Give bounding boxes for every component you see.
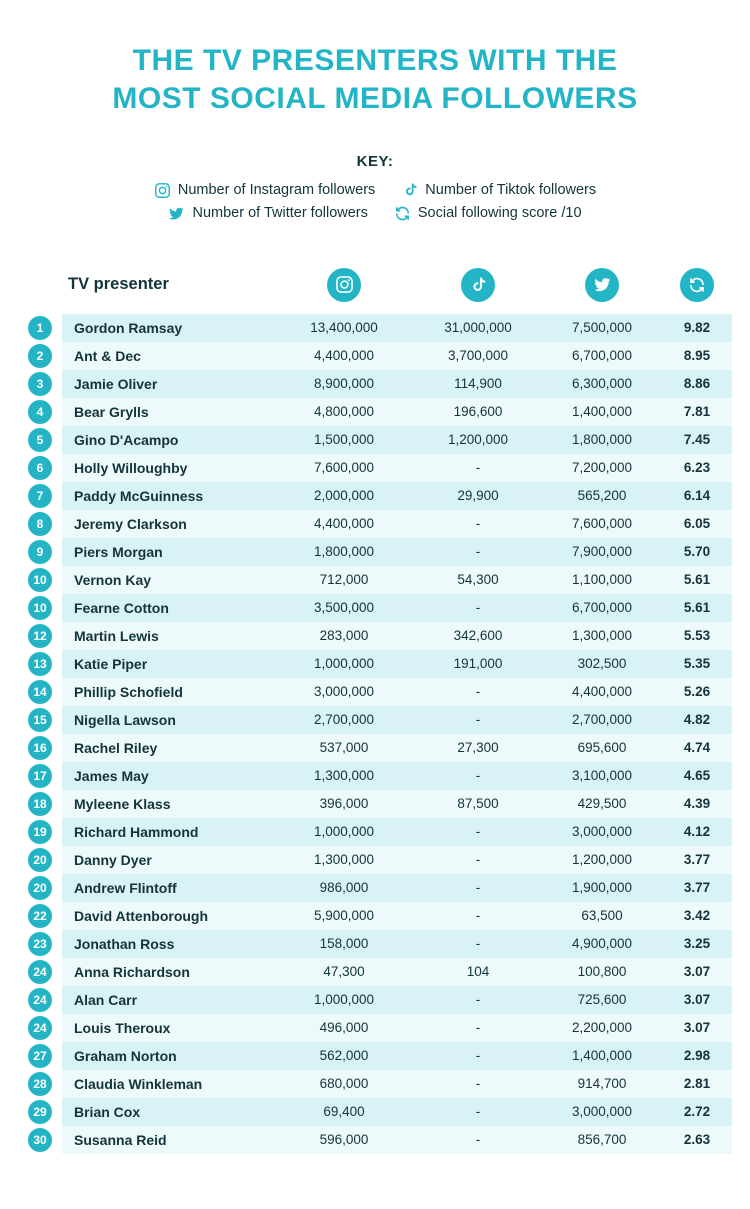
social-score-cell: 2.63 [662, 1126, 732, 1154]
social-score-cell: 3.07 [662, 958, 732, 986]
table-row [18, 454, 732, 482]
instagram-followers-cell: 712,000 [274, 566, 414, 594]
table-row [18, 370, 732, 398]
rank-cell [18, 846, 62, 874]
instagram-followers-cell: 3,500,000 [274, 594, 414, 622]
rank-cell [18, 622, 62, 650]
tiktok-followers-cell: 191,000 [414, 650, 542, 678]
rank-badge: 23 [28, 932, 52, 956]
social-score-cell: 9.82 [662, 314, 732, 342]
presenter-name-cell: Susanna Reid [62, 1126, 274, 1154]
social-score-cell: 2.72 [662, 1098, 732, 1126]
table-row [18, 762, 732, 790]
ranking-table [18, 256, 732, 1154]
instagram-followers-cell: 3,000,000 [274, 678, 414, 706]
page-title [0, 0, 750, 119]
rank-cell [18, 930, 62, 958]
social-score-cell: 6.05 [662, 510, 732, 538]
tiktok-followers-cell: - [414, 1126, 542, 1154]
table-row [18, 1070, 732, 1098]
twitter-icon [585, 268, 619, 302]
table-row [18, 1126, 732, 1154]
rank-badge: 28 [28, 1072, 52, 1096]
table-row [18, 902, 732, 930]
presenter-name-cell: Richard Hammond [62, 818, 274, 846]
twitter-followers-cell: 6,700,000 [542, 342, 662, 370]
rank-badge: 10 [28, 596, 52, 620]
tiktok-followers-cell: - [414, 706, 542, 734]
twitter-followers-cell: 3,000,000 [542, 1098, 662, 1126]
rank-badge: 15 [28, 708, 52, 732]
twitter-followers-cell: 856,700 [542, 1126, 662, 1154]
presenter-name-cell: Brian Cox [62, 1098, 274, 1126]
twitter-followers-cell: 1,400,000 [542, 398, 662, 426]
tiktok-followers-cell: - [414, 510, 542, 538]
rank-badge: 1 [28, 316, 52, 340]
table-row [18, 986, 732, 1014]
twitter-followers-cell: 1,400,000 [542, 1042, 662, 1070]
tiktok-followers-cell: - [414, 1042, 542, 1070]
tiktok-followers-cell: - [414, 986, 542, 1014]
social-score-cell: 2.98 [662, 1042, 732, 1070]
presenter-name-cell: Graham Norton [62, 1042, 274, 1070]
rank-badge: 14 [28, 680, 52, 704]
instagram-followers-cell: 1,000,000 [274, 818, 414, 846]
table-row [18, 314, 732, 342]
table-row [18, 594, 732, 622]
table-row [18, 1042, 732, 1070]
social-score-cell: 5.26 [662, 678, 732, 706]
presenter-name-cell: Louis Theroux [62, 1014, 274, 1042]
table-row [18, 818, 732, 846]
rank-badge: 3 [28, 372, 52, 396]
social-score-cell: 4.82 [662, 706, 732, 734]
header-instagram [274, 256, 414, 314]
twitter-followers-cell: 1,200,000 [542, 846, 662, 874]
twitter-followers-cell: 7,500,000 [542, 314, 662, 342]
tiktok-followers-cell: - [414, 1014, 542, 1042]
social-score-cell: 6.14 [662, 482, 732, 510]
tiktok-followers-cell: 31,000,000 [414, 314, 542, 342]
rank-cell [18, 454, 62, 482]
presenter-name-cell: Paddy McGuinness [62, 482, 274, 510]
social-score-cell: 4.12 [662, 818, 732, 846]
tiktok-followers-cell: 196,600 [414, 398, 542, 426]
twitter-followers-cell: 6,700,000 [542, 594, 662, 622]
tiktok-followers-cell: 342,600 [414, 622, 542, 650]
rank-cell [18, 342, 62, 370]
table-row [18, 1014, 732, 1042]
tiktok-followers-cell: 27,300 [414, 734, 542, 762]
rank-badge: 18 [28, 792, 52, 816]
twitter-followers-cell: 725,600 [542, 986, 662, 1014]
tiktok-followers-cell: - [414, 762, 542, 790]
tiktok-followers-cell: 114,900 [414, 370, 542, 398]
tiktok-followers-cell: - [414, 846, 542, 874]
tiktok-icon [401, 182, 418, 199]
tiktok-followers-cell: - [414, 1098, 542, 1126]
twitter-followers-cell: 7,600,000 [542, 510, 662, 538]
instagram-followers-cell: 1,500,000 [274, 426, 414, 454]
tiktok-followers-cell: 104 [414, 958, 542, 986]
twitter-followers-cell: 565,200 [542, 482, 662, 510]
twitter-followers-cell: 2,200,000 [542, 1014, 662, 1042]
instagram-followers-cell: 69,400 [274, 1098, 414, 1126]
presenter-name-cell: Jeremy Clarkson [62, 510, 274, 538]
legend-row-2 [168, 205, 581, 222]
social-score-cell: 5.35 [662, 650, 732, 678]
social-score-cell: 5.53 [662, 622, 732, 650]
presenter-name-cell: Phillip Schofield [62, 678, 274, 706]
rank-cell [18, 650, 62, 678]
social-score-cell: 6.23 [662, 454, 732, 482]
instagram-followers-cell: 1,300,000 [274, 846, 414, 874]
twitter-followers-cell: 1,900,000 [542, 874, 662, 902]
table-row [18, 790, 732, 818]
presenter-name-cell: Nigella Lawson [62, 706, 274, 734]
rank-cell [18, 398, 62, 426]
legend-label-score: Social following score /10 [417, 205, 582, 222]
legend-label-instagram: Number of Instagram followers [177, 182, 376, 199]
title-line-1: THE TV PRESENTERS WITH THE [132, 44, 618, 77]
rank-badge: 24 [28, 960, 52, 984]
presenter-name-cell: Andrew Flintoff [62, 874, 274, 902]
table-row [18, 398, 732, 426]
table-row [18, 1098, 732, 1126]
rank-badge: 5 [28, 428, 52, 452]
rank-badge: 30 [28, 1128, 52, 1152]
presenter-name-cell: Rachel Riley [62, 734, 274, 762]
header-score [662, 256, 732, 314]
rank-cell [18, 790, 62, 818]
rank-cell [18, 538, 62, 566]
instagram-followers-cell: 496,000 [274, 1014, 414, 1042]
rank-cell [18, 874, 62, 902]
social-score-cell: 4.74 [662, 734, 732, 762]
tiktok-followers-cell: - [414, 678, 542, 706]
rank-cell [18, 1070, 62, 1098]
presenter-name-cell: Gino D'Acampo [62, 426, 274, 454]
instagram-followers-cell: 680,000 [274, 1070, 414, 1098]
rank-badge: 13 [28, 652, 52, 676]
header-twitter [542, 256, 662, 314]
rank-badge: 24 [28, 1016, 52, 1040]
rank-cell [18, 818, 62, 846]
rank-badge: 19 [28, 820, 52, 844]
social-score-cell: 5.61 [662, 566, 732, 594]
social-score-cell: 3.07 [662, 986, 732, 1014]
twitter-icon [168, 205, 185, 222]
social-score-cell: 3.77 [662, 846, 732, 874]
rank-badge: 8 [28, 512, 52, 536]
table-row [18, 426, 732, 454]
instagram-icon [154, 182, 171, 199]
social-score-cell: 7.45 [662, 426, 732, 454]
presenter-name-cell: Bear Grylls [62, 398, 274, 426]
presenter-name-cell: Katie Piper [62, 650, 274, 678]
rank-cell [18, 958, 62, 986]
presenter-name-cell: Myleene Klass [62, 790, 274, 818]
instagram-followers-cell: 986,000 [274, 874, 414, 902]
twitter-followers-cell: 2,700,000 [542, 706, 662, 734]
social-score-cell: 3.07 [662, 1014, 732, 1042]
rank-cell [18, 1014, 62, 1042]
tiktok-followers-cell: 1,200,000 [414, 426, 542, 454]
instagram-followers-cell: 396,000 [274, 790, 414, 818]
social-score-cell: 4.39 [662, 790, 732, 818]
rank-badge: 20 [28, 876, 52, 900]
twitter-followers-cell: 1,800,000 [542, 426, 662, 454]
tiktok-followers-cell: - [414, 594, 542, 622]
presenter-name-cell: Alan Carr [62, 986, 274, 1014]
instagram-followers-cell: 47,300 [274, 958, 414, 986]
header-tiktok [414, 256, 542, 314]
instagram-icon [327, 268, 361, 302]
rank-badge: 24 [28, 988, 52, 1012]
tiktok-followers-cell: 3,700,000 [414, 342, 542, 370]
legend-row-1 [154, 182, 596, 199]
rank-badge: 16 [28, 736, 52, 760]
title-line-2: MOST SOCIAL MEDIA FOLLOWERS [112, 82, 638, 116]
presenter-name-cell: Danny Dyer [62, 846, 274, 874]
twitter-followers-cell: 695,600 [542, 734, 662, 762]
twitter-followers-cell: 914,700 [542, 1070, 662, 1098]
table-row [18, 678, 732, 706]
rank-badge: 17 [28, 764, 52, 788]
legend-item-instagram [154, 182, 375, 199]
presenter-name-cell: Jamie Oliver [62, 370, 274, 398]
instagram-followers-cell: 5,900,000 [274, 902, 414, 930]
rank-cell [18, 510, 62, 538]
legend-item-tiktok [401, 182, 596, 199]
table-header [18, 256, 732, 314]
rank-badge: 29 [28, 1100, 52, 1124]
rank-cell [18, 986, 62, 1014]
social-score-cell: 4.65 [662, 762, 732, 790]
rank-badge: 4 [28, 400, 52, 424]
twitter-followers-cell: 302,500 [542, 650, 662, 678]
rank-badge: 6 [28, 456, 52, 480]
presenter-name-cell: Anna Richardson [62, 958, 274, 986]
legend-item-twitter [168, 205, 367, 222]
table-row [18, 538, 732, 566]
twitter-followers-cell: 7,900,000 [542, 538, 662, 566]
instagram-followers-cell: 1,300,000 [274, 762, 414, 790]
table-row [18, 650, 732, 678]
presenter-name-cell: Martin Lewis [62, 622, 274, 650]
table-row [18, 958, 732, 986]
social-score-cell: 8.86 [662, 370, 732, 398]
social-score-cell: 3.42 [662, 902, 732, 930]
twitter-followers-cell: 6,300,000 [542, 370, 662, 398]
instagram-followers-cell: 1,000,000 [274, 986, 414, 1014]
rank-cell [18, 762, 62, 790]
rank-badge: 20 [28, 848, 52, 872]
rank-cell [18, 706, 62, 734]
table-row [18, 706, 732, 734]
twitter-followers-cell: 100,800 [542, 958, 662, 986]
table-row [18, 734, 732, 762]
table-row [18, 482, 732, 510]
tiktok-followers-cell: 29,900 [414, 482, 542, 510]
legend-title: KEY: [356, 152, 394, 170]
presenter-name-cell: Fearne Cotton [62, 594, 274, 622]
tiktok-followers-cell: - [414, 1070, 542, 1098]
rank-cell [18, 426, 62, 454]
table-row [18, 930, 732, 958]
rank-badge: 12 [28, 624, 52, 648]
table-row [18, 622, 732, 650]
rank-cell [18, 314, 62, 342]
rank-badge: 7 [28, 484, 52, 508]
twitter-followers-cell: 7,200,000 [542, 454, 662, 482]
header-presenter: TV presenter [68, 275, 169, 294]
instagram-followers-cell: 7,600,000 [274, 454, 414, 482]
instagram-followers-cell: 4,400,000 [274, 510, 414, 538]
social-score-cell: 2.81 [662, 1070, 732, 1098]
instagram-followers-cell: 4,800,000 [274, 398, 414, 426]
tiktok-followers-cell: - [414, 454, 542, 482]
instagram-followers-cell: 158,000 [274, 930, 414, 958]
presenter-name-cell: Jonathan Ross [62, 930, 274, 958]
twitter-followers-cell: 4,400,000 [542, 678, 662, 706]
rank-cell [18, 1042, 62, 1070]
table-row [18, 342, 732, 370]
tiktok-followers-cell: 54,300 [414, 566, 542, 594]
rank-cell [18, 902, 62, 930]
table-row [18, 510, 732, 538]
social-score-cell: 8.95 [662, 342, 732, 370]
twitter-followers-cell: 3,000,000 [542, 818, 662, 846]
twitter-followers-cell: 4,900,000 [542, 930, 662, 958]
rank-cell [18, 1098, 62, 1126]
social-score-cell: 3.25 [662, 930, 732, 958]
instagram-followers-cell: 596,000 [274, 1126, 414, 1154]
rank-cell [18, 370, 62, 398]
presenter-name-cell: Piers Morgan [62, 538, 274, 566]
legend-item-score [394, 205, 582, 222]
tiktok-followers-cell: 87,500 [414, 790, 542, 818]
ranking-table-wrapper [0, 256, 750, 1154]
instagram-followers-cell: 1,000,000 [274, 650, 414, 678]
presenter-name-cell: James May [62, 762, 274, 790]
tiktok-icon [461, 268, 495, 302]
instagram-followers-cell: 562,000 [274, 1042, 414, 1070]
instagram-followers-cell: 4,400,000 [274, 342, 414, 370]
tiktok-followers-cell: - [414, 818, 542, 846]
instagram-followers-cell: 13,400,000 [274, 314, 414, 342]
twitter-followers-cell: 63,500 [542, 902, 662, 930]
presenter-name-cell: Claudia Winkleman [62, 1070, 274, 1098]
refresh-score-icon [680, 268, 714, 302]
refresh-score-icon [394, 205, 411, 222]
presenter-name-cell: Gordon Ramsay [62, 314, 274, 342]
instagram-followers-cell: 1,800,000 [274, 538, 414, 566]
rank-cell [18, 594, 62, 622]
header-rank [18, 256, 62, 314]
instagram-followers-cell: 283,000 [274, 622, 414, 650]
instagram-followers-cell: 2,000,000 [274, 482, 414, 510]
table-row [18, 874, 732, 902]
social-score-cell: 7.81 [662, 398, 732, 426]
presenter-name-cell: Ant & Dec [62, 342, 274, 370]
rank-badge: 9 [28, 540, 52, 564]
table-body [18, 314, 732, 1154]
table-row [18, 846, 732, 874]
legend-label-tiktok: Number of Tiktok followers [425, 182, 597, 199]
rank-cell [18, 1126, 62, 1154]
legend [0, 153, 750, 222]
rank-badge: 2 [28, 344, 52, 368]
rank-badge: 27 [28, 1044, 52, 1068]
rank-cell [18, 734, 62, 762]
social-score-cell: 5.61 [662, 594, 732, 622]
presenter-name-cell: David Attenborough [62, 902, 274, 930]
social-score-cell: 5.70 [662, 538, 732, 566]
twitter-followers-cell: 1,100,000 [542, 566, 662, 594]
tiktok-followers-cell: - [414, 930, 542, 958]
rank-cell [18, 482, 62, 510]
tiktok-followers-cell: - [414, 538, 542, 566]
tiktok-followers-cell: - [414, 902, 542, 930]
rank-badge: 10 [28, 568, 52, 592]
twitter-followers-cell: 1,300,000 [542, 622, 662, 650]
instagram-followers-cell: 537,000 [274, 734, 414, 762]
tiktok-followers-cell: - [414, 874, 542, 902]
table-row [18, 566, 732, 594]
twitter-followers-cell: 429,500 [542, 790, 662, 818]
rank-badge: 22 [28, 904, 52, 928]
rank-cell [18, 566, 62, 594]
legend-label-twitter: Number of Twitter followers [192, 205, 368, 222]
instagram-followers-cell: 2,700,000 [274, 706, 414, 734]
presenter-name-cell: Holly Willoughby [62, 454, 274, 482]
instagram-followers-cell: 8,900,000 [274, 370, 414, 398]
social-score-cell: 3.77 [662, 874, 732, 902]
presenter-name-cell: Vernon Kay [62, 566, 274, 594]
rank-cell [18, 678, 62, 706]
twitter-followers-cell: 3,100,000 [542, 762, 662, 790]
